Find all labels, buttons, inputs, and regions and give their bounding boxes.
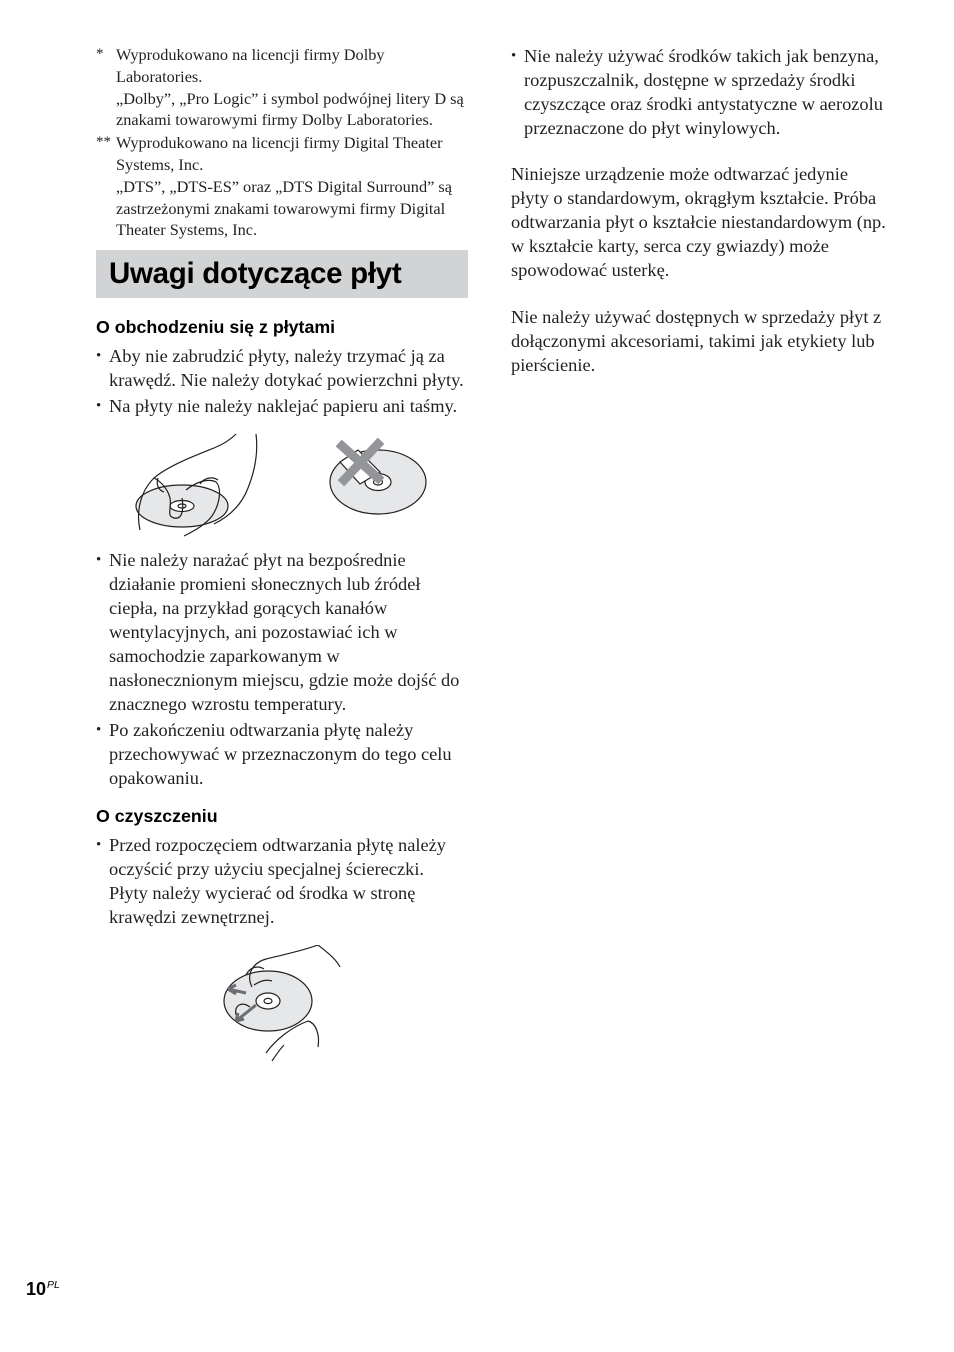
list-item: • Aby nie zabrudzić płyty, należy trzymać ją za krawędź. Nie należy dotykać powierzchni płyty. xyxy=(96,344,468,392)
list-item xyxy=(96,833,468,929)
disc-with-tape-crossed-icon xyxy=(330,444,426,514)
footnote-mark: ** xyxy=(96,134,111,151)
subheading-handling: O obchodzeniu się z płytami xyxy=(96,317,336,338)
solvent-warning-list xyxy=(511,44,886,140)
page-language: PL xyxy=(47,1279,60,1291)
paragraph-accessories: Nie należy używać dostępnych w sprzedaży płyt z dołączonymi akcesoriami, takimi jak etykiety lub pierścienie. xyxy=(511,307,882,375)
hand-holding-disc-icon xyxy=(136,434,257,536)
footnote-mark: * xyxy=(96,46,104,62)
right-column xyxy=(511,44,886,400)
section-title: Uwagi dotyczące płyt xyxy=(109,257,402,291)
hands-wiping-disc-icon xyxy=(224,945,340,1061)
handling-list-a xyxy=(96,344,468,418)
list-item: • Po zakończeniu odtwarzania płytę należy przechowywać w przeznaczonym do tego celu opakowaniu. xyxy=(96,718,468,790)
disc-handling-illustration xyxy=(96,432,468,540)
footnote-text: Wyprodukowano na licencji firmy Digital Theater Systems, Inc. xyxy=(116,133,443,174)
list-item-text: Płyty należy wycierać od środka w stronę krawędzi zewnętrznej. xyxy=(109,883,416,928)
subheading-cleaning: O czyszczeniu xyxy=(96,806,218,827)
handling-list-b xyxy=(96,548,468,790)
cleaning-list xyxy=(96,833,468,929)
disc-cleaning-illustration xyxy=(96,945,468,1067)
list-item-text: • Przed rozpoczęciem odtwarzania płytę należy oczyścić przy użyciu specjalnej ściereczki. xyxy=(109,835,446,880)
list-item: • Nie należy używać środków takich jak benzyna, rozpuszczalnik, dostępne w sprzedaży środki czyszczące oraz środki antystatyczne w aerozolu przeznaczone do płyt winylowych. xyxy=(511,44,886,140)
page-number xyxy=(26,1279,60,1300)
footnote-dts xyxy=(96,132,468,241)
list-item: • Na płyty nie należy naklejać papieru ani taśmy. xyxy=(96,394,468,418)
left-column xyxy=(96,44,468,1067)
footnote-text: „Dolby”, „Pro Logic” i symbol podwójnej litery D są znakami towarowymi firmy Dolby Laboratories. xyxy=(116,88,464,130)
footnote-text: Wyprodukowano na licencji firmy Dolby Laboratories. xyxy=(116,45,385,86)
footnote-dolby xyxy=(96,44,468,131)
section-heading-box xyxy=(96,250,468,298)
paragraph-disc-shape: Niniejsze urządzenie może odtwarzać jedynie płyty o standardowym, okrągłym kształcie. Próba odtwarzania płyt o kształcie niestandardowym (np. w kształcie karty, serca czy gwiazdy) może spowodować usterkę. xyxy=(511,164,886,280)
list-item: • Nie należy narażać płyt na bezpośrednie działanie promieni słonecznych lub źródeł ciepła, na przykład gorących kanałów wentylacyjnych, ani pozostawiać ich w samochodzie zaparkowanym w nasłonecznionym miejscu, gdzie może dojść do znacznego wzrostu temperatury. xyxy=(96,548,468,716)
page-number-value: 10 xyxy=(26,1279,47,1299)
footnote-text: „DTS”, „DTS-ES” oraz „DTS Digital Surround” są zastrzeżonymi znakami towarowymi firmy Digital Theater Systems, Inc. xyxy=(116,176,452,240)
